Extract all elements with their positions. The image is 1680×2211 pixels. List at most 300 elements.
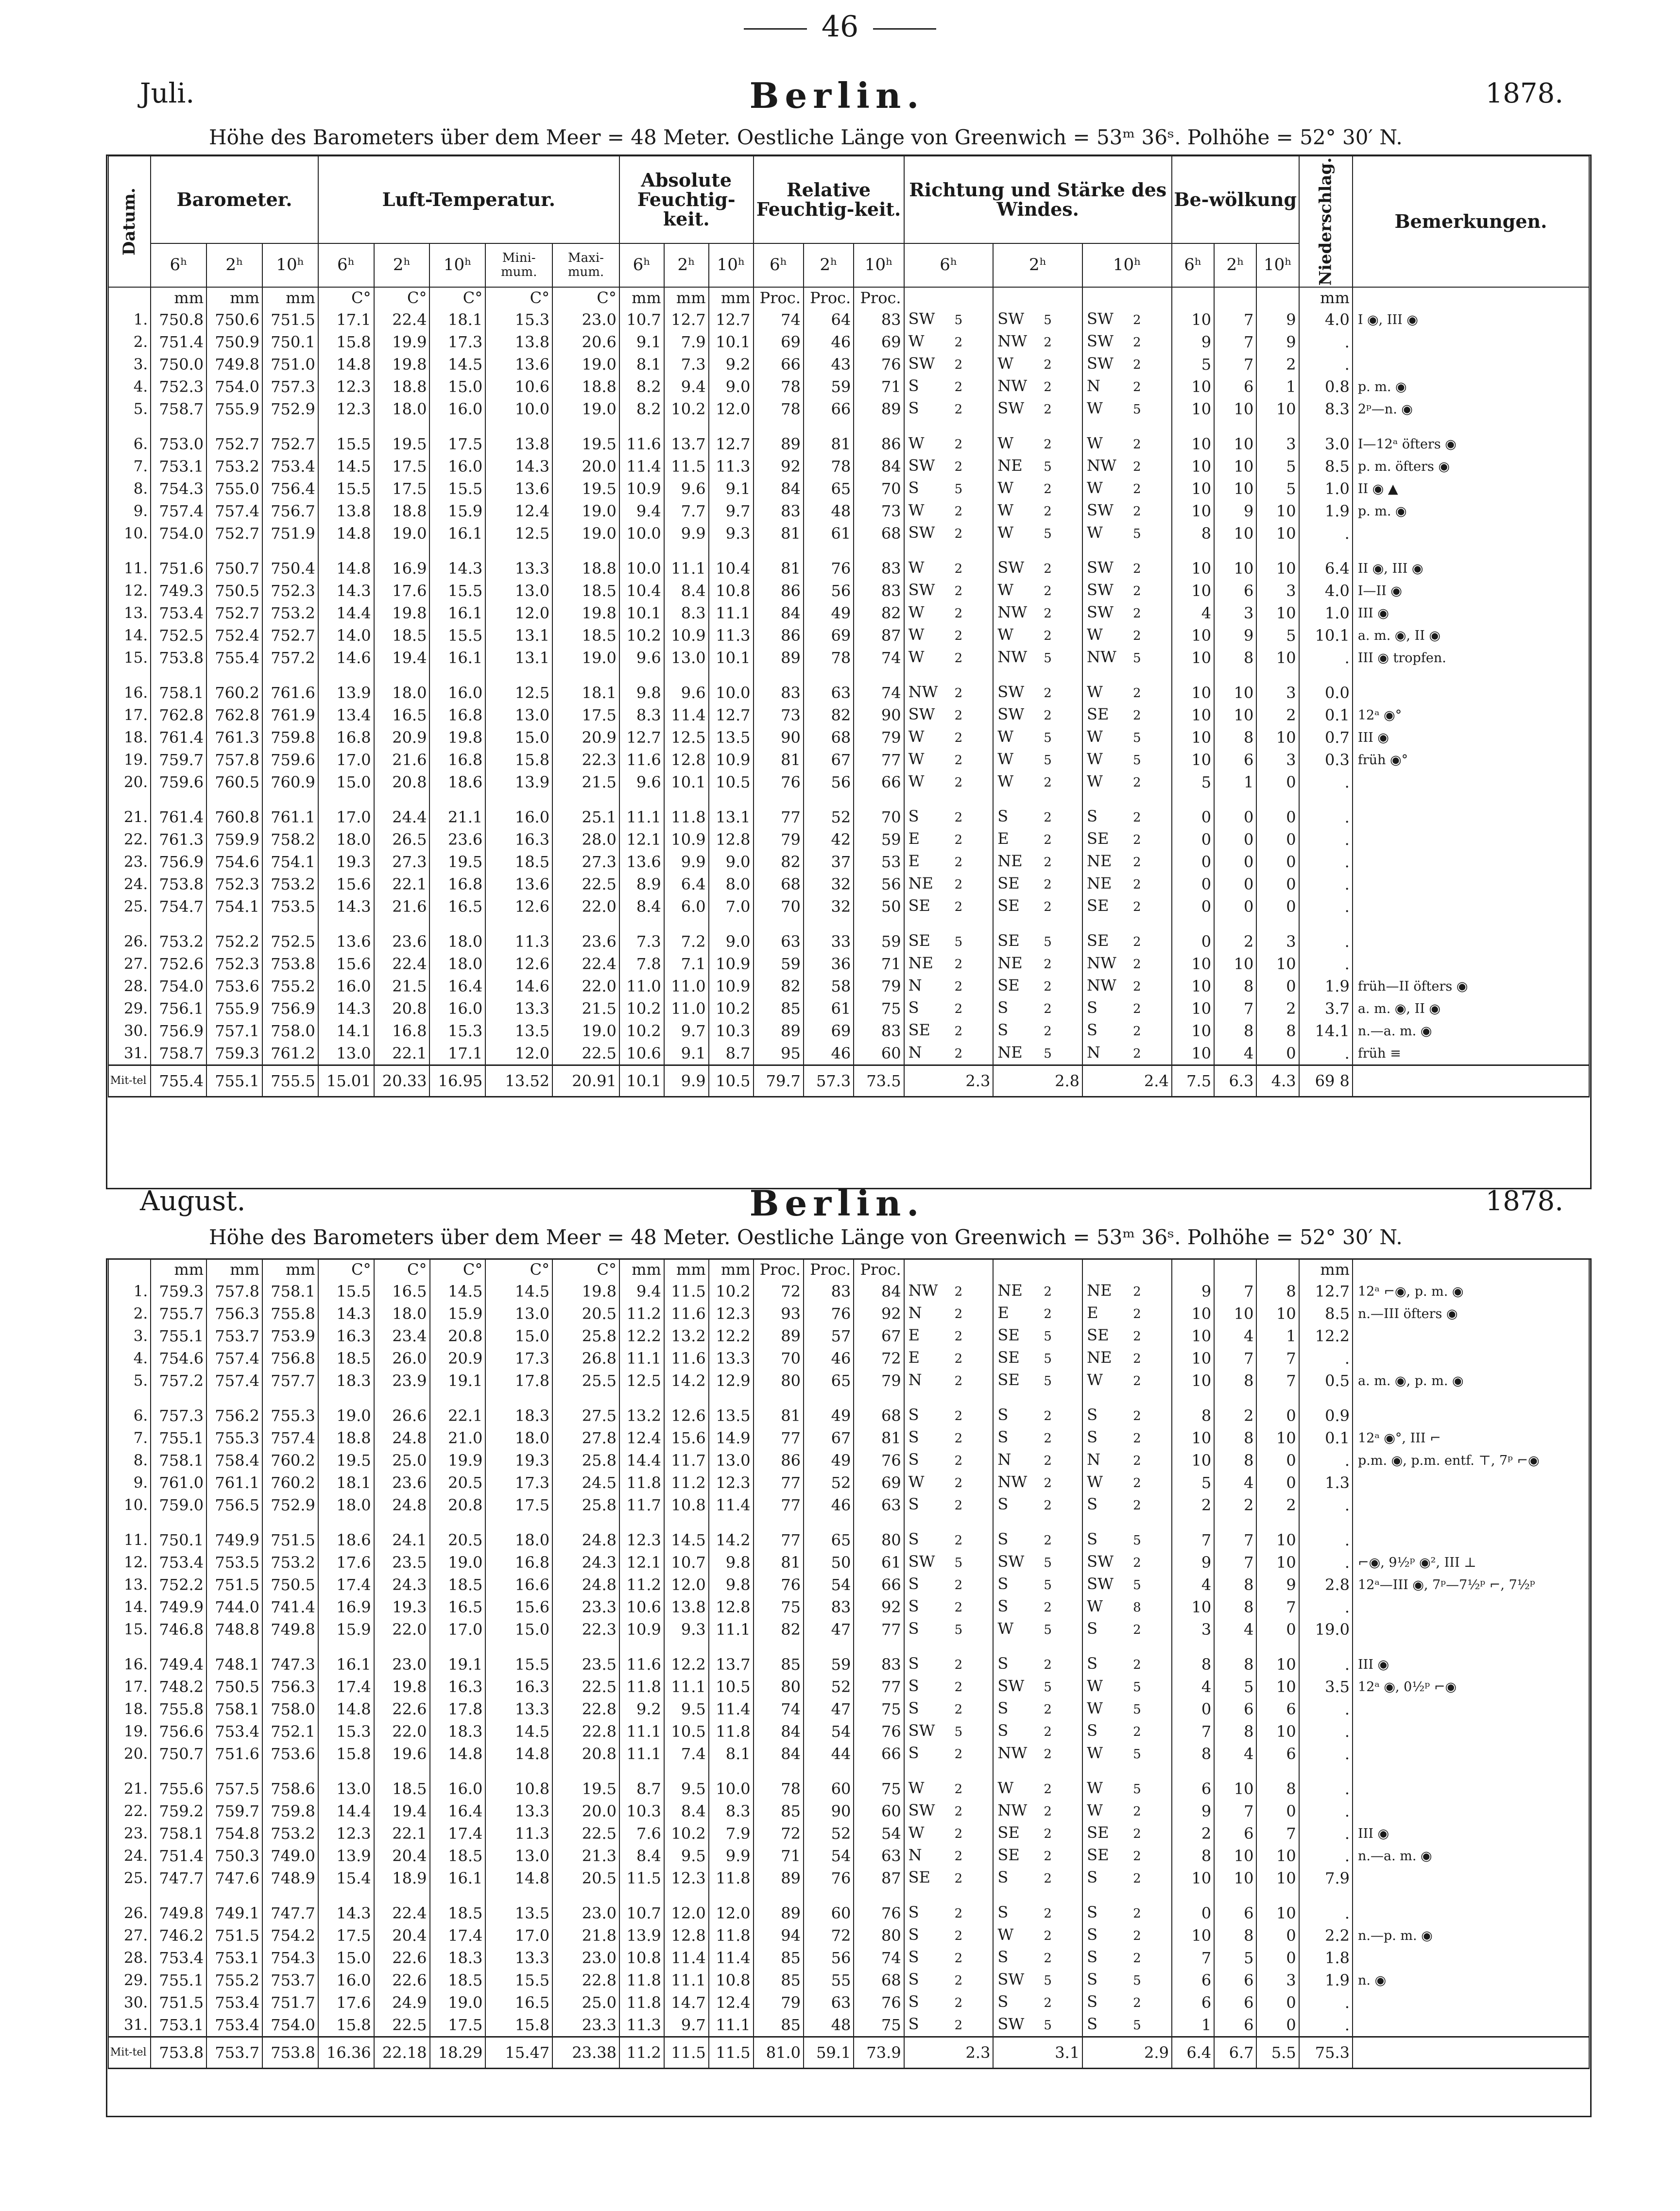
year-label: 1878. <box>1485 1185 1563 1217</box>
wind-cell <box>1082 1427 1172 1449</box>
wind-cell <box>904 1924 994 1947</box>
wind-strength: 8 <box>1133 1600 1141 1615</box>
day-cell: 4. <box>108 376 151 398</box>
value-cell: 755.4 <box>206 647 262 669</box>
value-cell: 14.9 <box>709 1427 754 1449</box>
wind-strength: 2 <box>1044 1307 1052 1321</box>
wind-direction: S <box>908 1597 919 1615</box>
wind-strength: 5 <box>954 1623 963 1637</box>
value-cell: 43 <box>804 353 854 376</box>
day-cell: 16. <box>108 682 151 704</box>
value-cell: 16.1 <box>429 602 485 624</box>
table-row <box>108 1596 1589 1618</box>
table-row <box>108 1529 1589 1551</box>
wind-cell <box>1082 1618 1172 1641</box>
sub-h2: 2ʰ <box>374 243 430 287</box>
value-cell: 10.2 <box>709 997 754 1020</box>
value-cell: 10.1 <box>664 771 709 793</box>
cloud-cell: 9 <box>1172 331 1214 353</box>
table-row <box>108 376 1589 398</box>
value-cell: 20.4 <box>374 1845 430 1867</box>
gap-cell <box>709 1889 754 1902</box>
value-cell: 753.2 <box>262 602 318 624</box>
value-cell: 12.6 <box>664 1405 709 1427</box>
cloud-cell: 6 <box>1214 1698 1256 1720</box>
wind-direction: NE <box>997 1281 1023 1300</box>
day-cell: 5. <box>108 1370 151 1392</box>
cloud-cell: 10 <box>1256 726 1299 749</box>
precip-cell: . <box>1299 828 1353 851</box>
value-cell: 18.5 <box>430 1574 486 1596</box>
value-cell: 60 <box>854 1800 904 1822</box>
day-cell: 13. <box>108 602 151 624</box>
cloud-cell: 5 <box>1172 353 1214 376</box>
unit-cell: mm <box>1299 1259 1353 1280</box>
value-cell: 9.6 <box>619 647 664 669</box>
gap-cell <box>485 1392 552 1405</box>
gap-cell <box>754 1889 804 1902</box>
value-cell: 13.8 <box>664 1596 709 1618</box>
remark-cell <box>1353 1325 1589 1347</box>
wind-cell <box>904 1618 994 1641</box>
value-cell: 74 <box>754 309 804 331</box>
value-cell: 18.6 <box>318 1529 374 1551</box>
wind-cell <box>993 1551 1082 1574</box>
value-cell: 22.3 <box>552 749 619 771</box>
value-cell: 757.3 <box>151 1405 206 1427</box>
wind-strength: 2 <box>1044 1906 1052 1921</box>
wind-cell <box>1082 1449 1172 1472</box>
value-cell: 748.1 <box>206 1653 262 1676</box>
value-cell: 18.8 <box>318 1427 374 1449</box>
value-cell: 752.2 <box>151 1574 206 1596</box>
table-row <box>108 1867 1589 1889</box>
table-row <box>108 647 1589 669</box>
wind-strength: 2 <box>1133 1725 1141 1739</box>
value-cell: 20.5 <box>430 1472 486 1494</box>
value-cell: 7.9 <box>709 1822 754 1845</box>
day-cell: 21. <box>108 1778 151 1800</box>
gap-cell <box>108 669 151 682</box>
value-cell: 68 <box>854 522 904 545</box>
unit-cell <box>1256 287 1299 309</box>
value-cell: 17.6 <box>318 1991 374 2014</box>
value-cell: 16.4 <box>430 1800 486 1822</box>
value-cell: 753.4 <box>206 1720 262 1743</box>
value-cell: 11.8 <box>619 1676 664 1698</box>
value-cell: 9.1 <box>619 331 664 353</box>
wind-cell <box>1082 1845 1172 1867</box>
table-row <box>108 953 1589 975</box>
value-cell: 22.4 <box>374 953 430 975</box>
gap-cell <box>993 545 1082 557</box>
value-cell: 9.4 <box>619 1280 664 1303</box>
cloud-cell: 6 <box>1214 1969 1256 1991</box>
gap-cell <box>262 669 318 682</box>
cloud-cell: 6 <box>1172 1969 1214 1991</box>
wind-strength: 2 <box>1133 437 1141 452</box>
value-cell: 14.3 <box>429 557 485 580</box>
wind-cell <box>1082 1370 1172 1392</box>
value-cell: 16.0 <box>429 997 485 1020</box>
cloud-cell: 10 <box>1172 1449 1214 1472</box>
value-cell: 24.8 <box>374 1427 430 1449</box>
sub-h6: 6ʰ <box>619 243 664 287</box>
wind-cell <box>1082 331 1172 353</box>
remark-cell: früh ≡ <box>1353 1042 1589 1065</box>
wind-direction: E <box>1087 1303 1098 1322</box>
value-cell: 14.8 <box>318 1698 374 1720</box>
wind-strength: 5 <box>954 935 963 949</box>
cloud-cell: 7 <box>1214 331 1256 353</box>
value-cell: 13.3 <box>485 1698 552 1720</box>
wind-cell <box>904 997 994 1020</box>
value-cell: 751.5 <box>262 1529 318 1551</box>
wind-direction: S <box>1087 1021 1097 1039</box>
remark-cell: n.—a. m. ◉ <box>1353 1020 1589 1042</box>
wind-direction: SE <box>997 874 1020 892</box>
wind-strength: 5 <box>1133 1533 1141 1548</box>
value-cell: 25.5 <box>552 1370 619 1392</box>
cloud-cell: 7 <box>1214 1800 1256 1822</box>
unit-cell <box>993 287 1082 309</box>
gap-cell <box>485 545 552 557</box>
unit-cell: Proc. <box>804 287 854 309</box>
wind-strength: 5 <box>1044 1623 1052 1637</box>
wind-strength: 5 <box>1044 651 1052 666</box>
day-cell: 9. <box>108 1472 151 1494</box>
value-cell: 13.9 <box>485 771 552 793</box>
value-cell: 17.5 <box>374 455 430 478</box>
cloud-cell: 10 <box>1214 557 1256 580</box>
gap-cell <box>374 669 430 682</box>
day-cell: 26. <box>108 1902 151 1924</box>
gap-cell <box>619 545 664 557</box>
value-cell: 60 <box>804 1778 854 1800</box>
gap-cell <box>206 1516 262 1529</box>
wind-strength: 2 <box>954 855 963 870</box>
cloud-cell: 10 <box>1172 557 1214 580</box>
sub-minimum: Mini-mum. <box>485 243 552 287</box>
day-cell: 3. <box>108 1325 151 1347</box>
value-cell: 17.4 <box>430 1822 486 1845</box>
value-cell: 19.1 <box>430 1370 486 1392</box>
cloud-cell: 10 <box>1172 1427 1214 1449</box>
cloud-cell: 4 <box>1214 1743 1256 1765</box>
value-cell: 753.4 <box>262 455 318 478</box>
value-cell: 44 <box>804 1743 854 1765</box>
cloud-cell: 7 <box>1214 1347 1256 1370</box>
wind-strength: 5 <box>1133 731 1141 745</box>
wind-strength: 2 <box>954 1782 963 1797</box>
wind-cell <box>904 1042 994 1065</box>
wind-strength: 2 <box>954 1906 963 1921</box>
value-cell: 21.3 <box>552 1845 619 1867</box>
mean-precip-cell: 69 8 <box>1299 1065 1353 1097</box>
gap-cell <box>552 420 619 433</box>
gap-cell <box>1082 1765 1172 1778</box>
value-cell: 9.0 <box>709 851 754 873</box>
value-cell: 15.3 <box>485 309 552 331</box>
wind-strength: 2 <box>1133 1352 1141 1366</box>
value-cell: 17.5 <box>485 1494 552 1516</box>
wind-cell <box>1082 749 1172 771</box>
day-cell: 30. <box>108 1991 151 2014</box>
cloud-cell: 10 <box>1172 1867 1214 1889</box>
wind-direction: S <box>908 1575 919 1593</box>
mean-precip-cell: 75.3 <box>1299 2037 1353 2069</box>
value-cell: 19.8 <box>429 726 485 749</box>
unit-cell <box>108 287 151 309</box>
value-cell: 750.7 <box>151 1743 206 1765</box>
value-cell: 22.1 <box>374 1042 430 1065</box>
cloud-cell: 8 <box>1214 1924 1256 1947</box>
value-cell: 753.5 <box>262 895 318 918</box>
gap-cell <box>664 545 709 557</box>
gap-cell <box>1256 1641 1299 1653</box>
wind-cell <box>993 1370 1082 1392</box>
gap-cell <box>1214 545 1256 557</box>
wind-direction: S <box>908 2015 919 2033</box>
wind-cell <box>1082 1347 1172 1370</box>
value-cell: 755.7 <box>151 1303 206 1325</box>
remark-cell <box>1353 1991 1589 2014</box>
value-cell: 80 <box>754 1370 804 1392</box>
value-cell: 17.3 <box>485 1347 552 1370</box>
value-cell: 17.6 <box>374 580 430 602</box>
gap-cell <box>1353 1392 1589 1405</box>
value-cell: 10.6 <box>619 1596 664 1618</box>
value-cell: 10.4 <box>709 557 754 580</box>
wind-strength: 2 <box>1044 1498 1052 1513</box>
value-cell: 23.6 <box>374 1472 430 1494</box>
value-cell: 83 <box>854 557 904 580</box>
remark-cell: III ◉ <box>1353 726 1589 749</box>
precip-cell: 1.8 <box>1299 1947 1353 1969</box>
value-cell: 752.3 <box>262 580 318 602</box>
wind-strength: 2 <box>1044 1533 1052 1548</box>
value-cell: 758.7 <box>151 1042 206 1065</box>
wind-direction: S <box>908 998 919 1017</box>
wind-strength: 2 <box>954 1804 963 1819</box>
cloud-cell: 7 <box>1256 1347 1299 1370</box>
day-cell: 1. <box>108 1280 151 1303</box>
table-row <box>108 806 1589 828</box>
wind-direction: E <box>908 852 920 870</box>
wind-strength: 2 <box>1044 482 1052 497</box>
group-gap <box>108 1765 1589 1778</box>
wind-cell <box>1082 726 1172 749</box>
gap-cell <box>318 1889 374 1902</box>
august-subtitle: Höhe des Barometers über dem Meer = 48 Meter. Oestliche Länge von Greenwich = 53ᵐ 36ˢ. Polhöhe = 52° 30′ N. <box>209 1225 1403 1249</box>
wind-strength: 2 <box>954 1498 963 1513</box>
value-cell: 15.6 <box>664 1427 709 1449</box>
gap-cell <box>664 669 709 682</box>
mean-cell: 73.5 <box>854 1065 904 1097</box>
wind-strength: 5 <box>1044 1329 1052 1344</box>
wind-cell <box>993 1574 1082 1596</box>
sub-h10: 10ʰ <box>709 243 754 287</box>
gap-cell <box>1256 918 1299 930</box>
value-cell: 750.3 <box>206 1845 262 1867</box>
gap-cell <box>206 1889 262 1902</box>
gap-cell <box>619 918 664 930</box>
value-cell: 7.9 <box>664 331 709 353</box>
value-cell: 13.3 <box>485 1800 552 1822</box>
value-cell: 27.3 <box>374 851 430 873</box>
value-cell: 63 <box>804 682 854 704</box>
precip-cell: . <box>1299 1596 1353 1618</box>
wind-strength: 2 <box>954 629 963 643</box>
precip-cell: 1.9 <box>1299 500 1353 522</box>
value-cell: 14.3 <box>318 997 374 1020</box>
wind-cell <box>1082 1529 1172 1551</box>
value-cell: 757.4 <box>262 1427 318 1449</box>
value-cell: 11.5 <box>664 455 709 478</box>
precip-cell: . <box>1299 1042 1353 1065</box>
value-cell: 59 <box>804 376 854 398</box>
value-cell: 20.0 <box>552 1800 619 1822</box>
value-cell: 70 <box>854 478 904 500</box>
precip-cell: . <box>1299 1991 1353 2014</box>
value-cell: 82 <box>804 704 854 726</box>
value-cell: 13.6 <box>318 930 374 953</box>
wind-cell <box>993 331 1082 353</box>
precip-cell: . <box>1299 647 1353 669</box>
gap-cell <box>904 793 994 806</box>
wind-cell <box>1082 1494 1172 1516</box>
cloud-cell: 6 <box>1172 1991 1214 2014</box>
cloud-cell: 0 <box>1256 975 1299 997</box>
value-cell: 48 <box>804 500 854 522</box>
value-cell: 13.0 <box>485 1303 552 1325</box>
gap-cell <box>318 793 374 806</box>
precip-cell: . <box>1299 331 1353 353</box>
wind-cell <box>993 376 1082 398</box>
precip-cell: 1.0 <box>1299 478 1353 500</box>
unit-cell: mm <box>151 287 206 309</box>
gap-cell <box>151 1889 206 1902</box>
wind-strength: 2 <box>1044 1409 1052 1423</box>
wind-direction: SW <box>908 523 935 542</box>
group-gap <box>108 1889 1589 1902</box>
value-cell: 26.5 <box>374 828 430 851</box>
gap-cell <box>904 1889 994 1902</box>
value-cell: 63 <box>754 930 804 953</box>
day-cell: 14. <box>108 1596 151 1618</box>
wind-direction: W <box>1087 750 1103 768</box>
unit-cell: C° <box>318 1259 374 1280</box>
wind-strength: 2 <box>954 877 963 892</box>
value-cell: 81 <box>754 522 804 545</box>
value-cell: 10.9 <box>619 478 664 500</box>
gap-cell <box>318 420 374 433</box>
value-cell: 60 <box>854 1042 904 1065</box>
table-row <box>108 1720 1589 1743</box>
wind-direction: S <box>908 1428 919 1446</box>
day-cell: 27. <box>108 953 151 975</box>
wind-cell <box>1082 1042 1172 1065</box>
precip-cell: . <box>1299 1778 1353 1800</box>
value-cell: 761.2 <box>262 1042 318 1065</box>
wind-direction: W <box>1087 434 1103 452</box>
wind-strength: 2 <box>954 957 963 972</box>
wind-cell <box>904 704 994 726</box>
unit-cell <box>1256 1259 1299 1280</box>
value-cell: 24.1 <box>374 1529 430 1551</box>
value-cell: 13.6 <box>485 478 552 500</box>
value-cell: 77 <box>854 749 904 771</box>
wind-direction: W <box>908 1779 925 1797</box>
gap-cell <box>854 545 904 557</box>
value-cell: 753.7 <box>206 1325 262 1347</box>
value-cell: 20.9 <box>430 1347 486 1370</box>
value-cell: 753.8 <box>151 647 206 669</box>
wind-direction: S <box>908 1925 919 1944</box>
gap-cell <box>664 1889 709 1902</box>
gap-cell <box>854 1641 904 1653</box>
value-cell: 12.3 <box>318 376 374 398</box>
value-cell: 757.4 <box>151 500 206 522</box>
value-cell: 9.1 <box>664 1042 709 1065</box>
wind-cell <box>1082 1720 1172 1743</box>
wind-cell <box>993 522 1082 545</box>
cloud-cell: 9 <box>1214 500 1256 522</box>
value-cell: 747.7 <box>151 1867 206 1889</box>
value-cell: 750.5 <box>206 1676 262 1698</box>
value-cell: 759.6 <box>151 771 206 793</box>
value-cell: 752.9 <box>262 1494 318 1516</box>
value-cell: 14.6 <box>485 975 552 997</box>
value-cell: 13.3 <box>485 997 552 1020</box>
value-cell: 13.1 <box>485 647 552 669</box>
value-cell: 22.3 <box>552 1618 619 1641</box>
mean-cloud-cell: 5.5 <box>1256 2037 1299 2069</box>
gap-cell <box>664 918 709 930</box>
table-row <box>108 1991 1589 2014</box>
wind-direction: W <box>1087 625 1103 644</box>
value-cell: 9.9 <box>664 851 709 873</box>
wind-direction: S <box>997 1868 1009 1886</box>
cloud-cell: 3 <box>1256 580 1299 602</box>
wind-cell <box>904 930 994 953</box>
value-cell: 75 <box>854 997 904 1020</box>
value-cell: 26.0 <box>374 1347 430 1370</box>
value-cell: 753.1 <box>151 455 206 478</box>
wind-direction: N <box>1087 1450 1101 1469</box>
wind-strength: 2 <box>1044 877 1052 892</box>
cloud-cell: 5 <box>1256 478 1299 500</box>
value-cell: 19.0 <box>374 522 430 545</box>
value-cell: 89 <box>754 1325 804 1347</box>
gap-cell <box>1214 918 1256 930</box>
mean-cloud-cell: 4.3 <box>1256 1065 1299 1097</box>
wind-direction: SE <box>908 931 930 950</box>
wind-direction: W <box>908 1473 925 1491</box>
cloud-cell: 10 <box>1172 433 1214 455</box>
value-cell: 17.5 <box>374 478 430 500</box>
wind-strength: 2 <box>954 1431 963 1446</box>
cloud-cell: 8 <box>1172 1653 1214 1676</box>
gap-cell <box>318 1392 374 1405</box>
wind-cell <box>904 1867 994 1889</box>
wind-cell <box>993 398 1082 420</box>
value-cell: 13.4 <box>318 704 374 726</box>
gap-cell <box>485 793 552 806</box>
cloud-cell: 8 <box>1214 726 1256 749</box>
wind-cell <box>993 1991 1082 2014</box>
value-cell: 54 <box>804 1720 854 1743</box>
